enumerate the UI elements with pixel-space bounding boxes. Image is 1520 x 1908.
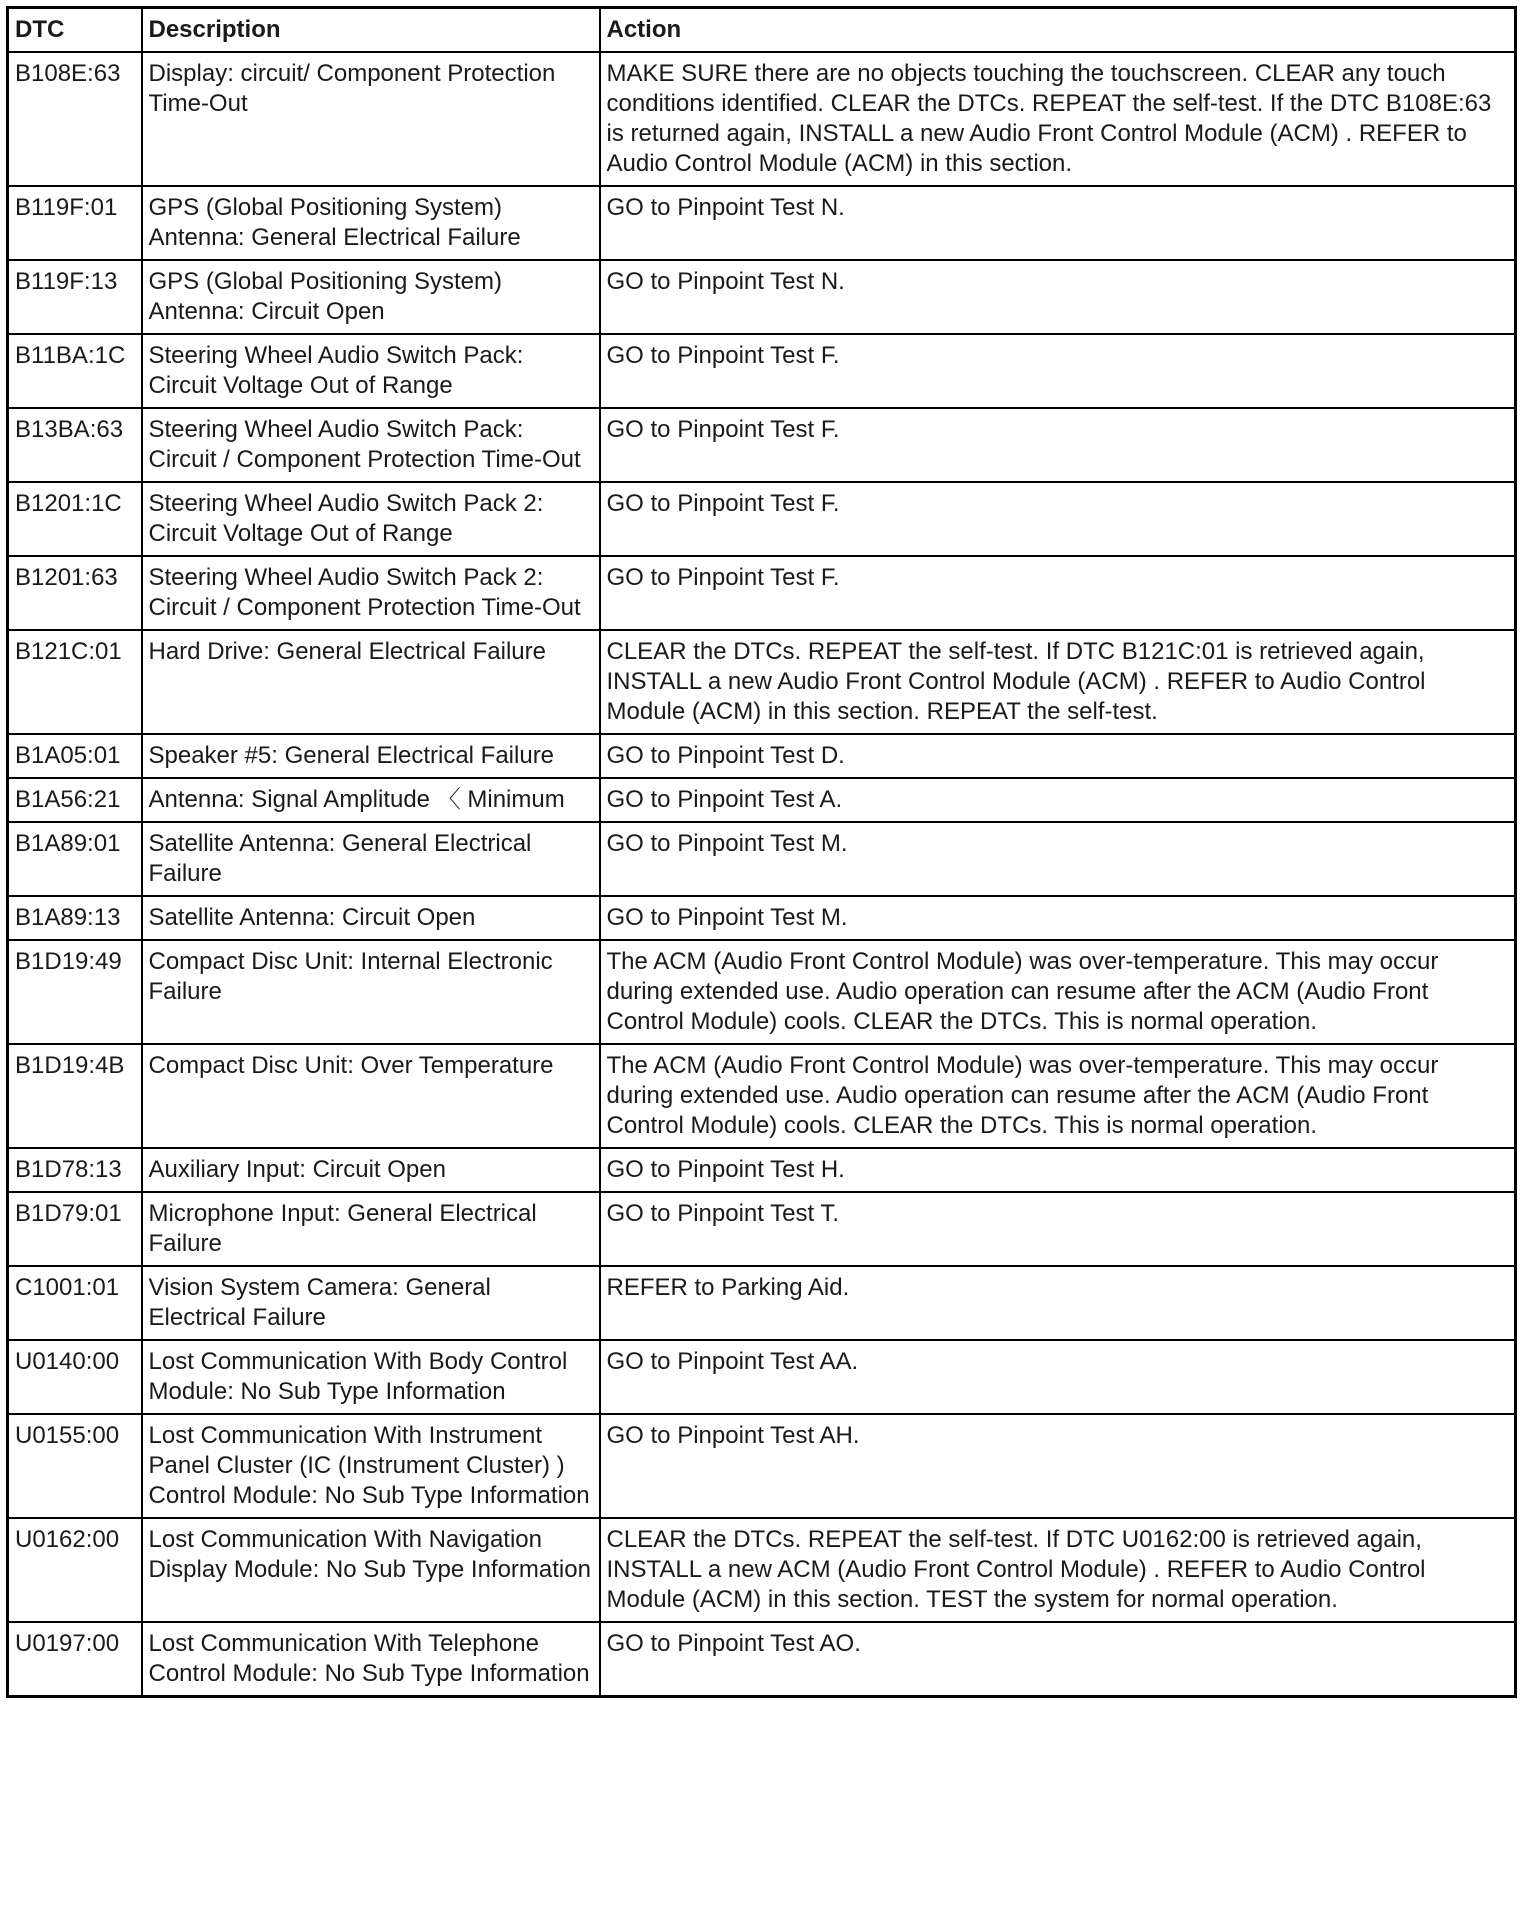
dtc-code: U0140:00	[8, 1340, 142, 1414]
dtc-action: GO to Pinpoint Test T.	[600, 1192, 1516, 1266]
dtc-action: GO to Pinpoint Test M.	[600, 822, 1516, 896]
dtc-code: U0197:00	[8, 1622, 142, 1697]
dtc-description: Speaker #5: General Electrical Failure	[142, 734, 600, 778]
dtc-description: Compact Disc Unit: Over Temperature	[142, 1044, 600, 1148]
dtc-description: Compact Disc Unit: Internal Electronic Failure	[142, 940, 600, 1044]
dtc-action: MAKE SURE there are no objects touching the touchscreen. CLEAR any touch conditions identified. CLEAR the DTCs. REPEAT the self-test. If the DTC B108E:63 is returned again, INSTALL a new Audio Front Control Module (ACM) . REFER to Audio Control Module (ACM) in this section.	[600, 52, 1516, 186]
dtc-description: Microphone Input: General Electrical Failure	[142, 1192, 600, 1266]
dtc-description: GPS (Global Positioning System) Antenna: General Electrical Failure	[142, 186, 600, 260]
dtc-description: GPS (Global Positioning System) Antenna: Circuit Open	[142, 260, 600, 334]
dtc-action: CLEAR the DTCs. REPEAT the self-test. If DTC B121C:01 is retrieved again, INSTALL a new Audio Front Control Module (ACM) . REFER to Audio Control Module (ACM) in this section. REPEAT the self-test.	[600, 630, 1516, 734]
dtc-description: Satellite Antenna: Circuit Open	[142, 896, 600, 940]
dtc-description: Hard Drive: General Electrical Failure	[142, 630, 600, 734]
dtc-code: B121C:01	[8, 630, 142, 734]
table-row	[8, 630, 1516, 734]
table-row	[8, 482, 1516, 556]
dtc-code: B13BA:63	[8, 408, 142, 482]
dtc-description: Lost Communication With Navigation Display Module: No Sub Type Information	[142, 1518, 600, 1622]
table-row	[8, 1266, 1516, 1340]
dtc-action: GO to Pinpoint Test F.	[600, 556, 1516, 630]
dtc-action: GO to Pinpoint Test AO.	[600, 1622, 1516, 1697]
header-dtc: DTC	[8, 8, 142, 53]
dtc-code: B1A05:01	[8, 734, 142, 778]
dtc-action: GO to Pinpoint Test F.	[600, 334, 1516, 408]
dtc-description: Antenna: Signal Amplitude 〈 Minimum	[142, 778, 600, 822]
dtc-code: B1D78:13	[8, 1148, 142, 1192]
header-row	[8, 8, 1516, 53]
dtc-code: B119F:01	[8, 186, 142, 260]
table-row	[8, 1192, 1516, 1266]
dtc-description: Lost Communication With Instrument Panel Cluster (IC (Instrument Cluster) ) Control Module: No Sub Type Information	[142, 1414, 600, 1518]
dtc-table	[6, 6, 1517, 1698]
table-row	[8, 334, 1516, 408]
dtc-action: GO to Pinpoint Test AH.	[600, 1414, 1516, 1518]
dtc-code: U0155:00	[8, 1414, 142, 1518]
dtc-action: The ACM (Audio Front Control Module) was over-temperature. This may occur during extended use. Audio operation can resume after the ACM (Audio Front Control Module) cools. CLEAR the DTCs. This is normal operation.	[600, 940, 1516, 1044]
table-row	[8, 940, 1516, 1044]
table-row	[8, 52, 1516, 186]
table-row	[8, 1148, 1516, 1192]
dtc-code: U0162:00	[8, 1518, 142, 1622]
dtc-description: Display: circuit/ Component Protection Time-Out	[142, 52, 600, 186]
dtc-code: B1201:63	[8, 556, 142, 630]
dtc-action: GO to Pinpoint Test F.	[600, 408, 1516, 482]
dtc-description: Lost Communication With Telephone Control Module: No Sub Type Information	[142, 1622, 600, 1697]
table-row	[8, 734, 1516, 778]
table-row	[8, 260, 1516, 334]
dtc-action: GO to Pinpoint Test A.	[600, 778, 1516, 822]
table-row	[8, 778, 1516, 822]
dtc-description: Lost Communication With Body Control Module: No Sub Type Information	[142, 1340, 600, 1414]
table-row	[8, 1518, 1516, 1622]
dtc-code: B1D19:49	[8, 940, 142, 1044]
dtc-action: GO to Pinpoint Test F.	[600, 482, 1516, 556]
dtc-code: B108E:63	[8, 52, 142, 186]
dtc-action: GO to Pinpoint Test N.	[600, 260, 1516, 334]
table-row	[8, 408, 1516, 482]
dtc-description: Vision System Camera: General Electrical Failure	[142, 1266, 600, 1340]
table-row	[8, 556, 1516, 630]
dtc-action: CLEAR the DTCs. REPEAT the self-test. If DTC U0162:00 is retrieved again, INSTALL a new ACM (Audio Front Control Module) . REFER to Audio Control Module (ACM) in this section. TEST the system for normal operation.	[600, 1518, 1516, 1622]
dtc-code: B1201:1C	[8, 482, 142, 556]
header-description: Description	[142, 8, 600, 53]
dtc-code: B1A89:13	[8, 896, 142, 940]
dtc-code: B119F:13	[8, 260, 142, 334]
dtc-code: B11BA:1C	[8, 334, 142, 408]
table-row	[8, 1044, 1516, 1148]
dtc-description: Auxiliary Input: Circuit Open	[142, 1148, 600, 1192]
dtc-code: B1D79:01	[8, 1192, 142, 1266]
dtc-action: GO to Pinpoint Test AA.	[600, 1340, 1516, 1414]
dtc-description: Satellite Antenna: General Electrical Failure	[142, 822, 600, 896]
dtc-action: GO to Pinpoint Test M.	[600, 896, 1516, 940]
dtc-action: GO to Pinpoint Test H.	[600, 1148, 1516, 1192]
table-row	[8, 896, 1516, 940]
dtc-description: Steering Wheel Audio Switch Pack 2: Circuit / Component Protection Time-Out	[142, 556, 600, 630]
dtc-action: GO to Pinpoint Test D.	[600, 734, 1516, 778]
table-row	[8, 186, 1516, 260]
dtc-description: Steering Wheel Audio Switch Pack: Circuit Voltage Out of Range	[142, 334, 600, 408]
table-row	[8, 822, 1516, 896]
table-row	[8, 1340, 1516, 1414]
table-row	[8, 1622, 1516, 1697]
dtc-action: GO to Pinpoint Test N.	[600, 186, 1516, 260]
table-body	[8, 52, 1516, 1697]
dtc-code: B1A89:01	[8, 822, 142, 896]
dtc-code: C1001:01	[8, 1266, 142, 1340]
dtc-code: B1D19:4B	[8, 1044, 142, 1148]
table-row	[8, 1414, 1516, 1518]
dtc-code: B1A56:21	[8, 778, 142, 822]
dtc-action: REFER to Parking Aid.	[600, 1266, 1516, 1340]
dtc-description: Steering Wheel Audio Switch Pack: Circuit / Component Protection Time-Out	[142, 408, 600, 482]
table-header	[8, 8, 1516, 53]
dtc-description: Steering Wheel Audio Switch Pack 2: Circuit Voltage Out of Range	[142, 482, 600, 556]
dtc-action: The ACM (Audio Front Control Module) was over-temperature. This may occur during extended use. Audio operation can resume after the ACM (Audio Front Control Module) cools. CLEAR the DTCs. This is normal operation.	[600, 1044, 1516, 1148]
header-action: Action	[600, 8, 1516, 53]
